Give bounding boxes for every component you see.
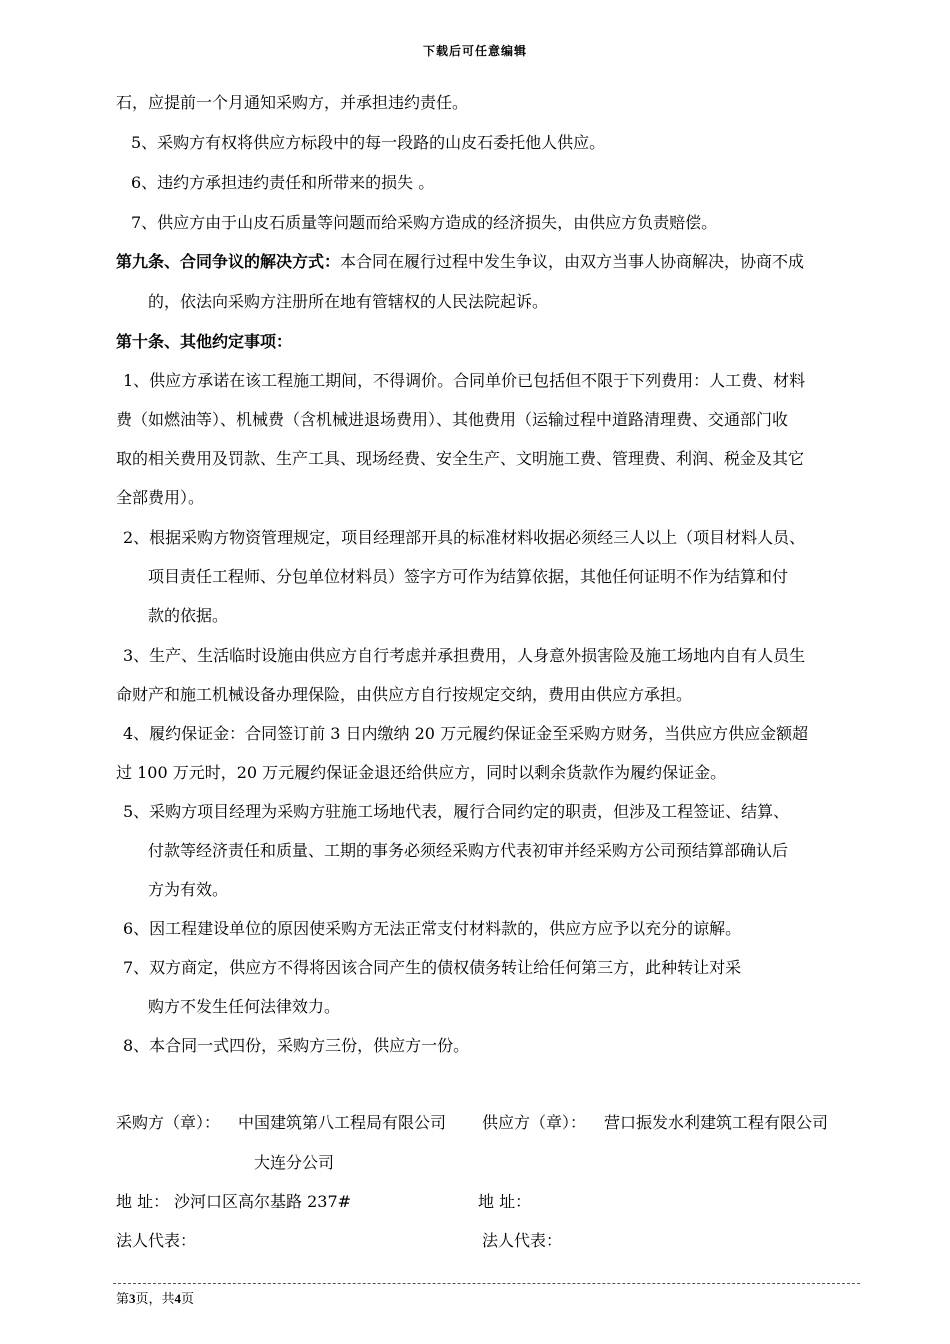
supplier-address-label: 地 址： (478, 1192, 532, 1211)
page-number-suffix: 页 (181, 1291, 195, 1306)
clause-8-item-7: 7、供应方由于山皮石质量等问题而给采购方造成的经济损失，由供应方负责赔偿。 (131, 213, 718, 232)
clause-10-item-2-line: 2、根据采购方物资管理规定，项目经理部开具的标准材料收据必须经三人以上（项目材料人员、 (123, 528, 806, 547)
clause-8-item-6: 6、违约方承担违约责任和所带来的损失 。 (131, 173, 435, 192)
clause-10-item-4-line: 过 100 万元时，20 万元履约保证金退还给供应方，同时以剩余货款作为履约保证金。 (116, 763, 727, 782)
clause-10-item-4-line: 4、履约保证金：合同签订前 3 日内缴纳 20 万元履约保证金至采购方财务，当供应方供应金额超 (123, 724, 809, 743)
clause-10-item-2-line: 项目责任工程师、分包单位材料员）签字方可作为结算依据，其他任何证明不作为结算和付 (148, 567, 789, 586)
buyer-address-label: 地 址： (116, 1192, 170, 1211)
supplier-label: 供应方（章）： (482, 1113, 587, 1132)
page-number (116, 1288, 194, 1307)
footer-divider (113, 1283, 860, 1284)
clause-9-title: 第九条、合同争议的解决方式： (116, 252, 341, 271)
buyer-address: 沙河口区高尔基路 237# (174, 1192, 352, 1211)
supplier-legal-rep-label: 法人代表： (482, 1231, 563, 1250)
clause-10-item-5-line: 付款等经济责任和质量、工期的事务必须经采购方代表初审并经采购方公司预结算部确认后 (148, 841, 789, 860)
buyer-name: 中国建筑第八工程局有限公司 (238, 1113, 447, 1132)
buyer-label: 采购方（章）： (116, 1113, 221, 1132)
page-header-note: 下载后可任意编辑 (422, 44, 527, 58)
clause-10-item-3-line: 3、生产、生活临时设施由供应方自行考虑并承担费用，人身意外损害险及施工场地内自有人员生 (123, 646, 806, 665)
clause-10-title: 第十条、其他约定事项： (116, 332, 293, 351)
total-pages: 4 (174, 1291, 182, 1306)
clause-10-item-2-line: 款的依据。 (148, 606, 229, 625)
clause-10-item-3-line: 命财产和施工机械设备办理保险，由供应方自行按规定交纳，费用由供应方承担。 (116, 685, 693, 704)
clause-8-line: 石，应提前一个月通知采购方，并承担违约责任。 (116, 93, 469, 112)
buyer-legal-rep-label: 法人代表： (116, 1231, 197, 1250)
clause-10-item-1-line: 取的相关费用及罚款、生产工具、现场经费、安全生产、文明施工费、管理费、利润、税金及其它 (116, 449, 805, 468)
clause-9-text: 本合同在履行过程中发生争议，由双方当事人协商解决，协商不成 (340, 252, 805, 271)
clause-10-item-8-line: 8、本合同一式四份，采购方三份，供应方一份。 (123, 1036, 470, 1055)
page-number-prefix: 第 (116, 1291, 130, 1306)
clause-10-item-7-line: 购方不发生任何法律效力。 (148, 997, 341, 1016)
clause-10-item-7-line: 7、双方商定，供应方不得将因该合同产生的债权债务转让给任何第三方，此种转让对采 (123, 958, 742, 977)
clause-10-item-1-line: 1、供应方承诺在该工程施工期间，不得调价。合同单价已包括但不限于下列费用：人工费、材料 (123, 371, 806, 390)
clause-8-item-5: 5、采购方有权将供应方标段中的每一段路的山皮石委托他人供应。 (131, 133, 606, 152)
current-page: 3 (129, 1291, 136, 1306)
clause-10-item-5-line: 5、采购方项目经理为采购方驻施工场地代表，履行合同约定的职责，但涉及工程签证、结算、 (123, 802, 790, 821)
clause-9-text-line-2: 的，依法向采购方注册所在地有管辖权的人民法院起诉。 (148, 292, 549, 311)
clause-10-item-6-line: 6、因工程建设单位的原因使采购方无法正常支付材料款的，供应方应予以充分的谅解。 (123, 919, 742, 938)
clause-10-item-1-line: 费（如燃油等）、机械费（含机械进退场费用）、其他费用（运输过程中道路清理费、交通部门收 (116, 410, 789, 429)
buyer-branch: 大连分公司 (254, 1153, 335, 1172)
clause-9-first-line (116, 251, 804, 273)
clause-10-item-1-line: 全部费用）。 (116, 488, 205, 507)
page-number-mid: 页，共 (135, 1291, 175, 1306)
clause-10-item-5-line: 方为有效。 (148, 880, 229, 899)
supplier-name: 营口振发水利建筑工程有限公司 (604, 1113, 829, 1132)
